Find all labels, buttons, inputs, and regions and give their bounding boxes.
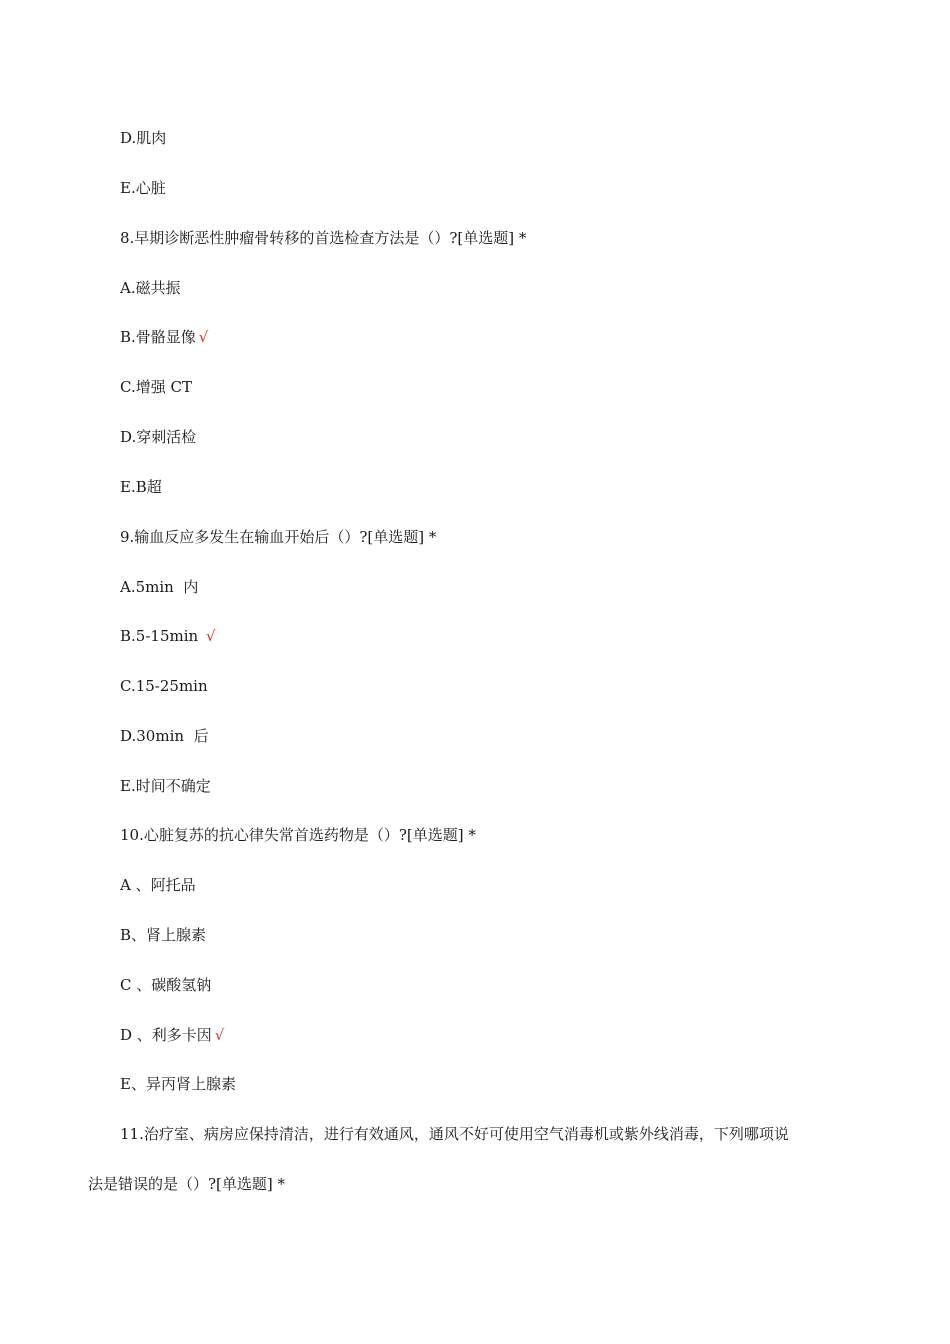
- option-c-q10: C 、碳酸氢钠: [120, 976, 212, 994]
- correct-check-icon: √: [214, 1026, 225, 1044]
- question-8: 8.早期诊断恶性肿瘤骨转移的首选检查方法是（）?[单选题] *: [120, 229, 527, 247]
- question-11-line-2: 法是错误的是（）?[单选题] *: [88, 1175, 286, 1193]
- option-a-q8: A.磁共振: [120, 279, 181, 297]
- option-c-q8: C.增强 CT: [120, 378, 192, 396]
- option-d-q8: D.穿刺活检: [120, 428, 197, 446]
- option-e-q9: E.时间不确定: [120, 777, 211, 795]
- option-e-q7: E.心脏: [120, 179, 166, 197]
- option-e-q10: E、异丙肾上腺素: [120, 1075, 236, 1093]
- option-b-q8: B.骨骼显像 √: [120, 328, 209, 346]
- option-c-q9: C.15-25min: [120, 677, 208, 695]
- option-d-q7: D.肌肉: [120, 129, 167, 147]
- option-a-q9: A.5min 内: [120, 578, 199, 596]
- option-a-q10: A 、阿托品: [120, 876, 196, 894]
- option-e-q8: E.B超: [120, 478, 162, 496]
- question-10: 10.心脏复苏的抗心律失常首选药物是（）?[单选题] *: [120, 826, 476, 844]
- question-11-line-1: 11.治疗室、病房应保持清洁，进行有效通风，通风不好可使用空气消毒机或紫外线消毒，下列哪项说: [120, 1125, 789, 1143]
- correct-check-icon: √: [205, 627, 216, 645]
- option-b-q9: B.5-15min √: [120, 627, 216, 645]
- correct-check-icon: √: [198, 328, 209, 346]
- option-b-q10: B、肾上腺素: [120, 926, 207, 944]
- question-9: 9.输血反应多发生在输血开始后（）?[单选题] *: [120, 528, 437, 546]
- option-d-q10: D 、利多卡因 √: [120, 1026, 225, 1044]
- option-d-q9: D.30min 后: [120, 727, 209, 745]
